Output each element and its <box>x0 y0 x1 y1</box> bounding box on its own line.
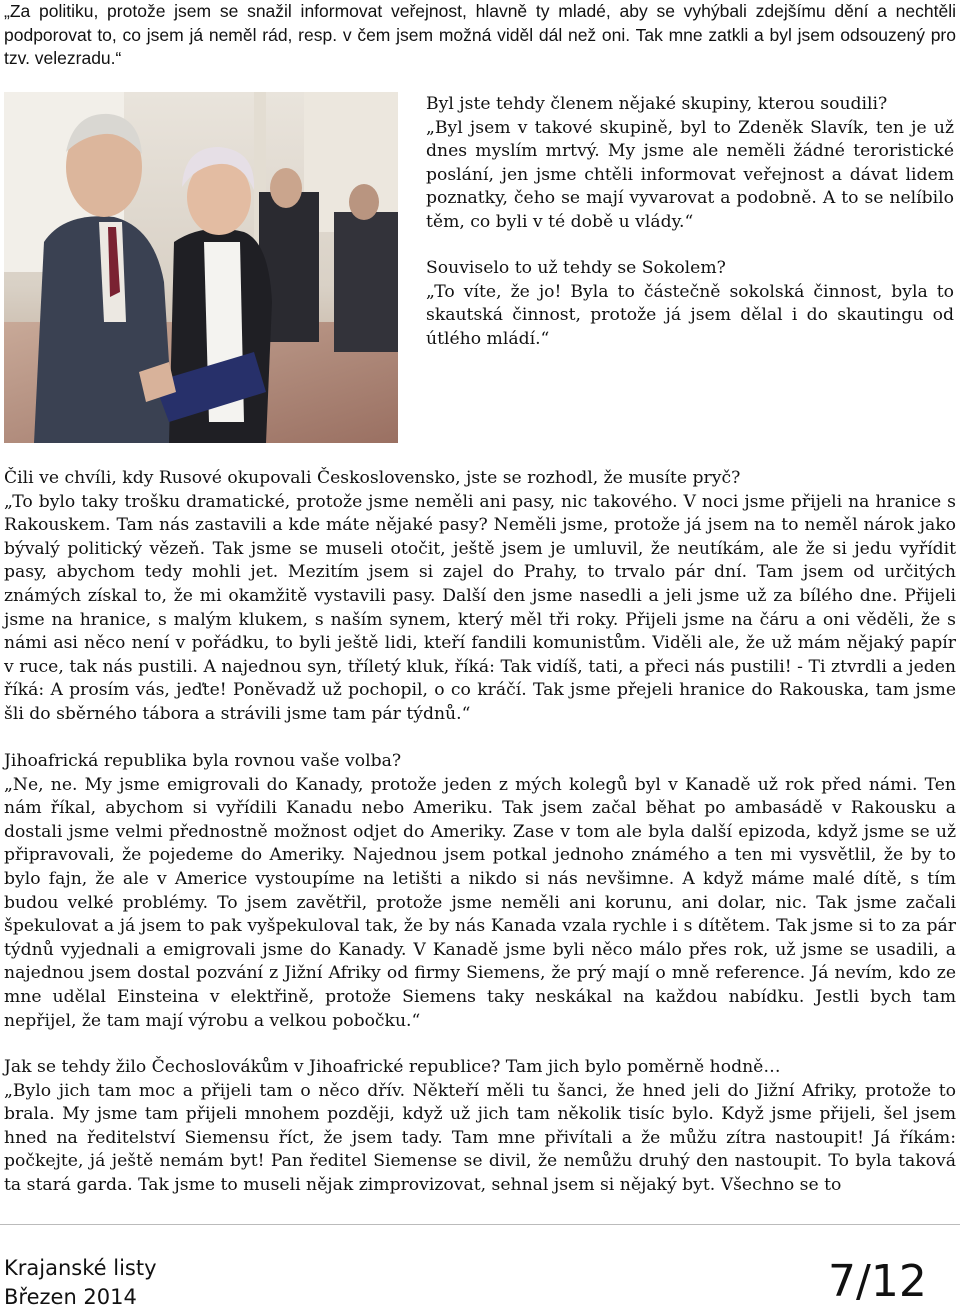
answer-3: „Bylo jich tam moc a přijeli tam o něco dřív. Někteří měli tu šanci, že hned jeli do Jižní Afriky, protože to brala. My jsme tam přijeli mnohem později, když už jich tam několik tisíc bylo. Když jsme přijeli, šel jsem hned na ředitelství Siemensu říct, že jsem tady. Tam mne přivítali a že můžu zítra nastoupit! Já říkám: počkejte, já ještě nemám byt! Pan ředitel Siemense se divil, že nemůžu druhý den nastoupit. To byla taková ta stará garda. Tak jsme to museli nějak zimprovizovat, sehnal jsem si nějaký byt. Všechno se to <box>4 1080 956 1195</box>
main-qa-2 <box>4 750 956 1033</box>
intro-paragraph: „Za politiku, protože jsem se snažil informovat veřejnost, hlavně ty mladé, aby se vyhýbali zdejšímu dění a nechtěli podporovat to, co jsem já neměl rád, resp. v čem jsem možná viděl dál než oni. Tak mne zatkli a byl jsem odsouzený pro tzv. velezradu.“ <box>4 1 956 69</box>
page-number: 7/12 <box>828 1256 927 1307</box>
side-answer-2: „To víte, že jo! Byla to částečně sokolská činnost, byla to skautská činnost, protože já jsem dělal i do skautingu od útlého mládí.“ <box>426 281 954 349</box>
footer-issue-date: Březen 2014 <box>4 1285 137 1309</box>
main-qa-3 <box>4 1056 956 1198</box>
footer-magazine-title: Krajanské listy <box>4 1256 157 1280</box>
side-qa-group-2 <box>426 257 954 351</box>
side-qa-group <box>426 93 954 235</box>
side-answer-1: „Byl jsem v takové skupině, byl to Zdeněk Slavík, ten je už dnes myslím mrtvý. My jsme ale neměli žádné teroristické poslání, jen jsme chtěli informovat veřejnost a dávat lidem poznatky, čeho se mají vyvarovat a podobně. A to se nelíbilo těm, co byli v té době u vlády.“ <box>426 117 954 232</box>
question-2: Jihoafrická republika byla rovnou vaše volba? <box>4 751 402 771</box>
photo-couple <box>4 92 398 443</box>
side-question-2: Souviselo to už tehdy se Sokolem? <box>426 258 726 278</box>
answer-1: „To bylo taky trošku dramatické, protože jsme neměli ani pasy, nic takového. V noci jsme přijeli na hranice s Rakouskem. Tam nás zastavili a kde máte nějaké pasy? Neměli jsme, protože já jsem na to neměl nárok jako bývalý politický vězeň. Tak jsme se museli otočit, ještě jsem je umluvil, že neutíkám, ale že si jedu vyřídit pasy, abychom tedy mohli jet. Mezitím jsem si zajel do Prahy, to trvalo pár dní. Tam jsem od určitých známých získal to, že mi okamžitě vystavili pasy. Další den jsme nasedli a jeli jsme už za bílého dne. Přijeli jsme na hranice, s malým klukem, s naším synem, který měl tři roky. Přijeli jsme na čáru a oni věděli, že s námi asi něco není v pořádku, to byli ještě lidi, kteří fandili komunistům. Viděli ale, že už mám nějaký papír v ruce, tak nás pustili. A najednou syn, tříletý kluk, říká: Tak vidíš, tati, a přeci nás pustili! - Ti ztvrdli a jeden říká: A prosím vás, jeďte! Poněvadž už pochopil, o co kráčí. Tak jsme přejeli hranice do Rakouska, tam jsme šli do sběrného tábora a strávili jsme tam pár týdnů.“ <box>4 491 956 724</box>
question-1: Čili ve chvíli, kdy Rusové okupovali Československo, jste se rozhodl, že musíte pryč? <box>4 468 741 488</box>
side-question-1: Byl jste tehdy členem nějaké skupiny, kterou soudili? <box>426 94 888 114</box>
footer-divider <box>0 1224 960 1225</box>
answer-2: „Ne, ne. My jsme emigrovali do Kanady, protože jeden z mých kolegů byl v Kanadě už rok před námi. Ten nám říkal, abychom si vyřídili Kanadu nebo Ameriku. Tak jsem začal běhat po ambasádě v Rakousku a dostali jsme velmi přednostně možnost odjet do Ameriky. Zase v tom ale byla další epizoda, když jsme se už připravovali, že pojedeme do Ameriky. Najednou jsem potkal jednoho známého a ten mi vysvětlil, že by to bylo fajn, že ale v Americe vystoupíme na letišti a nikdo si nás nevšimne. A když máme malé dítě, s tím budou velké problémy. To jsem zavětřil, protože jsme neměli ani korunu, ani dolar, nic. Tak jsme začali špekulovat a já jsem to pak vyšpekuloval tak, že by nás Kanada vzala rychle i s dítětem. Tak jsme si to za pár týdnů vyjednali a emigrovali jsme do Kanady. V Kanadě jsme byli něco málo přes rok, už jsme se usadili, a najednou jsem dostal pozvání z Jižní Afriky od firmy Siemens, že prý mají o mně reference. Já nevím, kdo ze mne udělal Einsteina v elektřině, protože Siemens taky neskákal na každou nabídku. Jestli bych tam nepřijel, že tam mají výrobu a velkou pobočku.“ <box>4 774 956 1031</box>
question-3: Jak se tehdy žilo Čechoslovákům v Jihoafrické republice? Tam jich bylo poměrně hodně… <box>4 1057 781 1077</box>
footer-info <box>4 1254 157 1312</box>
main-qa-1 <box>4 467 956 727</box>
